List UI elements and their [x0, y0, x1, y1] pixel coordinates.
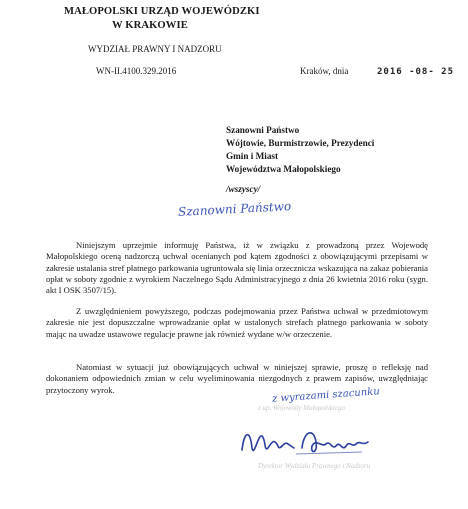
reference-number: WN-II.4100.329.2016 — [96, 66, 177, 76]
recipient-line1: Szanowni Państwo — [226, 125, 300, 135]
recipient-line3: Gmin i Miast — [226, 151, 279, 161]
office-name-line2: W KRAKOWIE — [112, 20, 188, 31]
body-paragraph-3: Natomiast w sytuacji już obowiązujących uchwał w niniejszej sprawie, proszę o refleksję nad dokonaniem odpowiednich zmian w celu wyeliminowania niezgodnych z prawem zapisów, uwzględniając przytoczony wyrok. — [46, 362, 428, 395]
recipient-line2: Wójtowie, Burmistrzowie, Prezydenci — [226, 138, 375, 148]
signature-stamp-line1: z up. Wojewody Małopolskiego — [258, 404, 345, 412]
place-date-label: Kraków, dnia — [300, 66, 349, 76]
signature-stamp-line2: Dyrektor Wydziału Prawnego i Nadzoru — [258, 462, 371, 470]
body-paragraph-1: Niniejszym uprzejmie informuję Państwa, iż w związku z prowadzoną przez Wojewodę Małopolskiego oceną nadzorczą uchwał ocenianych pod kątem zgodności z obowiązującymi przepisami w zakresie ustalania stref płatnego parkowania ugruntowała się linia orzecznicza wskazująca na zakaz pobierania opłat w soboty zgodnie z wyrokiem Naczelnego Sądu Administracyjnego z dnia 26 kwietnia 2016 roku (sygn. akt I OSK 3507/15). — [46, 240, 428, 296]
body-paragraph-2: Z uwzględnieniem powyższego, podczas podejmowania przez Państwa uchwał w przedmiotowym zakresie nie jest dopuszczalne wprowadzanie opłat w ustalonych strefach płatnego parkowania w soboty mając na uwadze ustawowe regulacje prawne jak również wydane w/w orzeczenie. — [46, 306, 428, 339]
office-name-line1: MAŁOPOLSKI URZĄD WOJEWÓDZKI — [64, 6, 260, 17]
date-stamp: 2016 -08- 25 — [377, 67, 455, 77]
recipient-note: /wszyscy/ — [226, 184, 261, 194]
recipient-line4: Województwa Małopolskiego — [226, 164, 341, 174]
handwritten-closing: z wyrazami szacunku — [271, 386, 381, 405]
department-name: WYDZIAŁ PRAWNY I NADZORU — [88, 44, 222, 54]
handwritten-signature — [236, 418, 376, 466]
handwritten-salutation: Szanowni Państwo — [177, 199, 292, 219]
